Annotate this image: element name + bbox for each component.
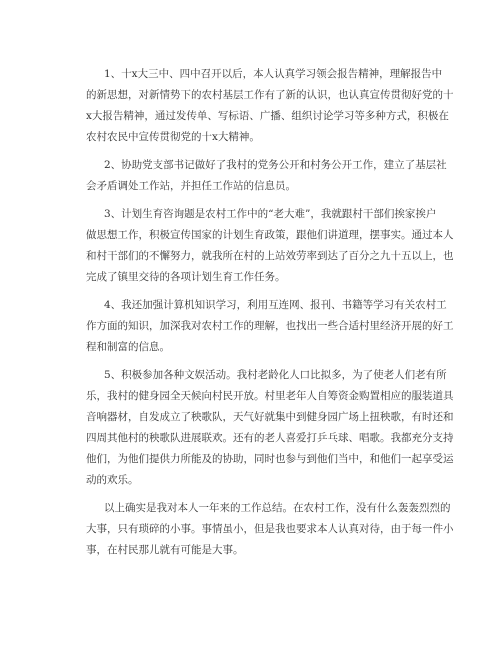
paragraph-line: 5、积极参加各种文娱活动。我村老龄化人口比拟多，为了使老人们老有所 bbox=[104, 369, 447, 381]
paragraph-5 bbox=[86, 365, 454, 491]
paragraph-line: 动的欢乐。 bbox=[86, 474, 139, 486]
paragraph-line: 完成了镇里交待的各项计划生育工作任务。 bbox=[86, 271, 286, 283]
paragraph-2 bbox=[86, 155, 447, 197]
paragraph-line: 和村干部们的不懈努力，就我所在村的上站效劳率到达了百分之九十五以上，也 bbox=[86, 250, 454, 262]
paragraph-line: 的新思想，对新情势下的农村基层工作有了新的认识，也认真宣传贯彻好党的十 bbox=[86, 89, 454, 101]
paragraph-line: 做思想工作，积极宣传国家的计划生育政策，跟他们讲道理，摆事实。通过本人 bbox=[86, 229, 454, 241]
paragraph-line: 作方面的知识，加深我对农村工作的理解，也找出一些合适村里经济开展的好工 bbox=[86, 320, 454, 332]
paragraph-line: 音响器材，自发成立了秧歌队，天气好就集中到健身园广场上扭秧歌，有时还和 bbox=[86, 411, 454, 423]
paragraph-6 bbox=[86, 498, 454, 561]
paragraph-line: 1、十x大三中、四中召开以后，本人认真学习领会报告精神，理解报告中 bbox=[104, 68, 443, 80]
paragraph-line: 3、计划生育咨询题是农村工作中的“老大难”，我就跟村干部们挨家挨户 bbox=[104, 208, 437, 220]
paragraph-line: 会矛盾调处工作站，并担任工作站的信息员。 bbox=[86, 180, 296, 192]
paragraph-line: 他们，为他们提供力所能及的协助，同时也参与到他们当中，和他们一起享受运 bbox=[86, 453, 454, 465]
paragraph-line: x大报告精神，通过发传单、写标语、广播、组织讨论学习等多种方式，积极在 bbox=[86, 110, 449, 122]
paragraph-3 bbox=[86, 204, 454, 288]
document-body bbox=[86, 64, 454, 568]
paragraph-4 bbox=[86, 295, 454, 358]
paragraph-line: 以上确实是我对本人一年来的工作总结。在农村工作，没有什么轰轰烈烈的 bbox=[104, 502, 451, 514]
paragraph-line: 农村农民中宣传贯彻党的十x大精神。 bbox=[86, 131, 260, 143]
paragraph-line: 乐，我村的健身园全天候向村民开放。村里老年人自筹资金购置相应的服装道具 bbox=[86, 390, 454, 402]
paragraph-line: 程和制富的信息。 bbox=[86, 341, 170, 353]
paragraph-line: 事，在村民那儿就有可能是大事。 bbox=[86, 544, 244, 556]
paragraph-line: 大事，只有琐碎的小事。事情虽小，但是我也要求本人认真对待，由于每一件小 bbox=[86, 523, 454, 535]
paragraph-1 bbox=[86, 64, 454, 148]
paragraph-line: 4、我还加强计算机知识学习，利用互连网、报刊、书籍等学习有关农村工 bbox=[104, 299, 447, 311]
paragraph-line: 2、协助党支部书记做好了我村的党务公开和村务公开工作，建立了基层社 bbox=[104, 159, 447, 171]
paragraph-line: 四周其他村的秧歌队进展联欢。还有的老人喜爱打乒乓球、唱歌。我都充分支持 bbox=[86, 432, 454, 444]
